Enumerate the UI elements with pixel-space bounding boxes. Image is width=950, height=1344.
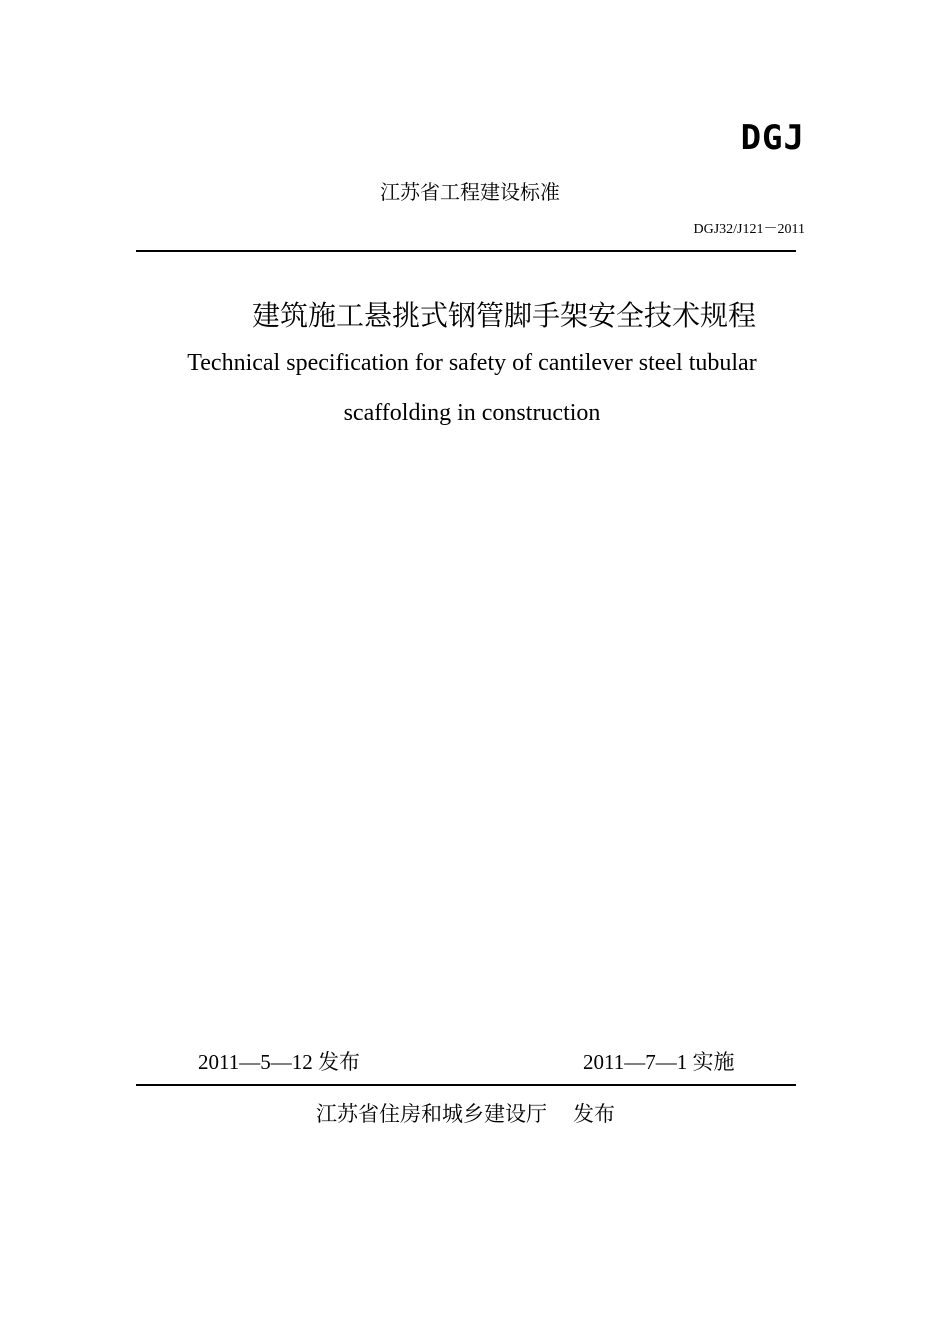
bottom-divider: [136, 1084, 796, 1086]
publish-label: 发布: [573, 1102, 615, 1126]
top-divider: [136, 250, 796, 252]
title-chinese: 建筑施工悬挑式钢管脚手架安全技术规程: [252, 299, 757, 332]
issue-date: 2011—5—12 发布: [198, 1050, 360, 1074]
title-english-line2: scaffolding in construction: [343, 400, 601, 426]
publisher-name: 江苏省住房和城乡建设厅: [316, 1102, 547, 1126]
organization-heading: 江苏省工程建设标准: [380, 180, 560, 204]
standard-code-mark: DGJ: [740, 118, 805, 158]
title-english-line1: Technical specification for safety of cantilever steel tubular: [187, 350, 757, 376]
standard-number: DGJ32/J121－2011: [693, 222, 805, 237]
publisher-line: [316, 1098, 615, 1128]
implementation-date: 2011—7—1 实施: [583, 1050, 735, 1074]
